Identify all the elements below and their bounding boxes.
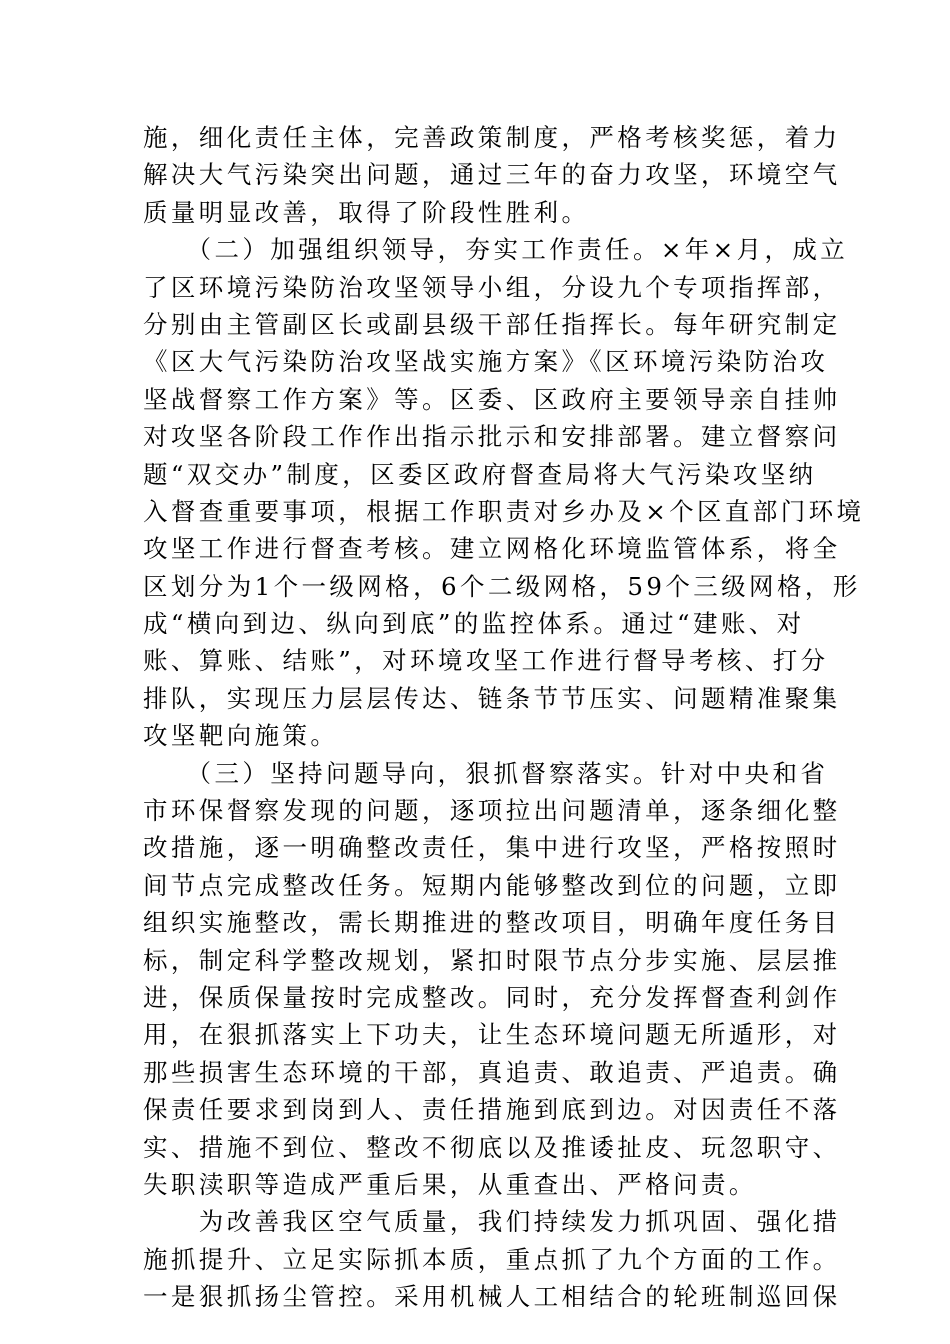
text-line: 市环保督察发现的问题，逐项拉出问题清单，逐条细化整 [143,796,841,826]
text-line: 排队，实现压力层层传达、链条节节压实、问题精准聚集 [143,683,841,713]
paragraph-start-line: （二）加强组织领导，夯实工作责任。×年×月，成立 [143,235,849,265]
text-line: 间节点完成整改任务。短期内能够整改到位的问题，立即 [143,870,841,900]
text-line: 用，在狠抓落实上下功夫，让生态环境问题无所遁形，对 [143,1020,841,1050]
text-line: 攻坚靶向施策。 [143,721,339,751]
paragraph-start-line: （三）坚持问题导向，狠抓督察落实。针对中央和省 [143,758,829,788]
text-line: 施抓提升、立足实际抓本质，重点抓了九个方面的工作。 [143,1244,841,1274]
text-line: 分别由主管副区长或副县级干部任指挥长。每年研究制定 [143,309,841,339]
body-text [143,119,865,1316]
text-line: 坚战督察工作方案》等。区委、区政府主要领导亲自挂帅 [143,384,841,414]
text-line: 对攻坚各阶段工作作出指示批示和安排部署。建立督察问 [143,422,841,452]
text-line: 区划分为1个一级网格，6个二级网格，59个三级网格，形 [143,571,861,601]
paragraph-start-line: 为改善我区空气质量，我们持续发力抓巩固、强化措 [143,1207,841,1237]
text-line: 成“横向到边、纵向到底”的监控体系。通过“建账、对 [143,609,805,639]
text-line: 了区环境污染防治攻坚领导小组，分设九个专项指挥部， [143,272,841,302]
text-line: 组织实施整改，需长期推进的整改项目，明确年度任务目 [143,908,841,938]
text-line: 账、算账、结账”，对环境攻坚工作进行督导考核、打分 [143,646,829,676]
text-line: 进，保质保量按时完成整改。同时，充分发挥督查利剑作 [143,982,841,1012]
text-line: 一是狠抓扬尘管控。采用机械人工相结合的轮班制巡回保 [143,1282,841,1312]
text-line: 攻坚工作进行督查考核。建立网格化环境监管体系，将全 [143,534,841,564]
text-line: 入督查重要事项，根据工作职责对乡办及×个区直部门环境 [143,496,865,526]
text-line: 失职渎职等造成严重后果，从重查出、严格问责。 [143,1169,757,1199]
text-line: 质量明显改善，取得了阶段性胜利。 [143,197,590,227]
text-line: 《区大气污染防治攻坚战实施方案》《区环境污染防治攻 [143,347,829,377]
text-line: 那些损害生态环境的干部，真追责、敢追责、严追责。确 [143,1057,841,1087]
text-line: 标，制定科学整改规划，紧扣时限节点分步实施、层层推 [143,945,841,975]
text-line: 题“双交办”制度，区委区政府督查局将大气污染攻坚纳 [143,459,817,489]
text-line: 施，细化责任主体，完善政策制度，严格考核奖惩，着力 [143,123,841,152]
text-line: 实、措施不到位、整改不彻底以及推诿扯皮、玩忽职守、 [143,1132,841,1162]
text-line: 改措施，逐一明确整改责任，集中进行攻坚，严格按照时 [143,833,841,863]
text-line: 保责任要求到岗到人、责任措施到底到边。对因责任不落 [143,1095,841,1125]
text-line: 解决大气污染突出问题，通过三年的奋力攻坚，环境空气 [143,160,841,190]
